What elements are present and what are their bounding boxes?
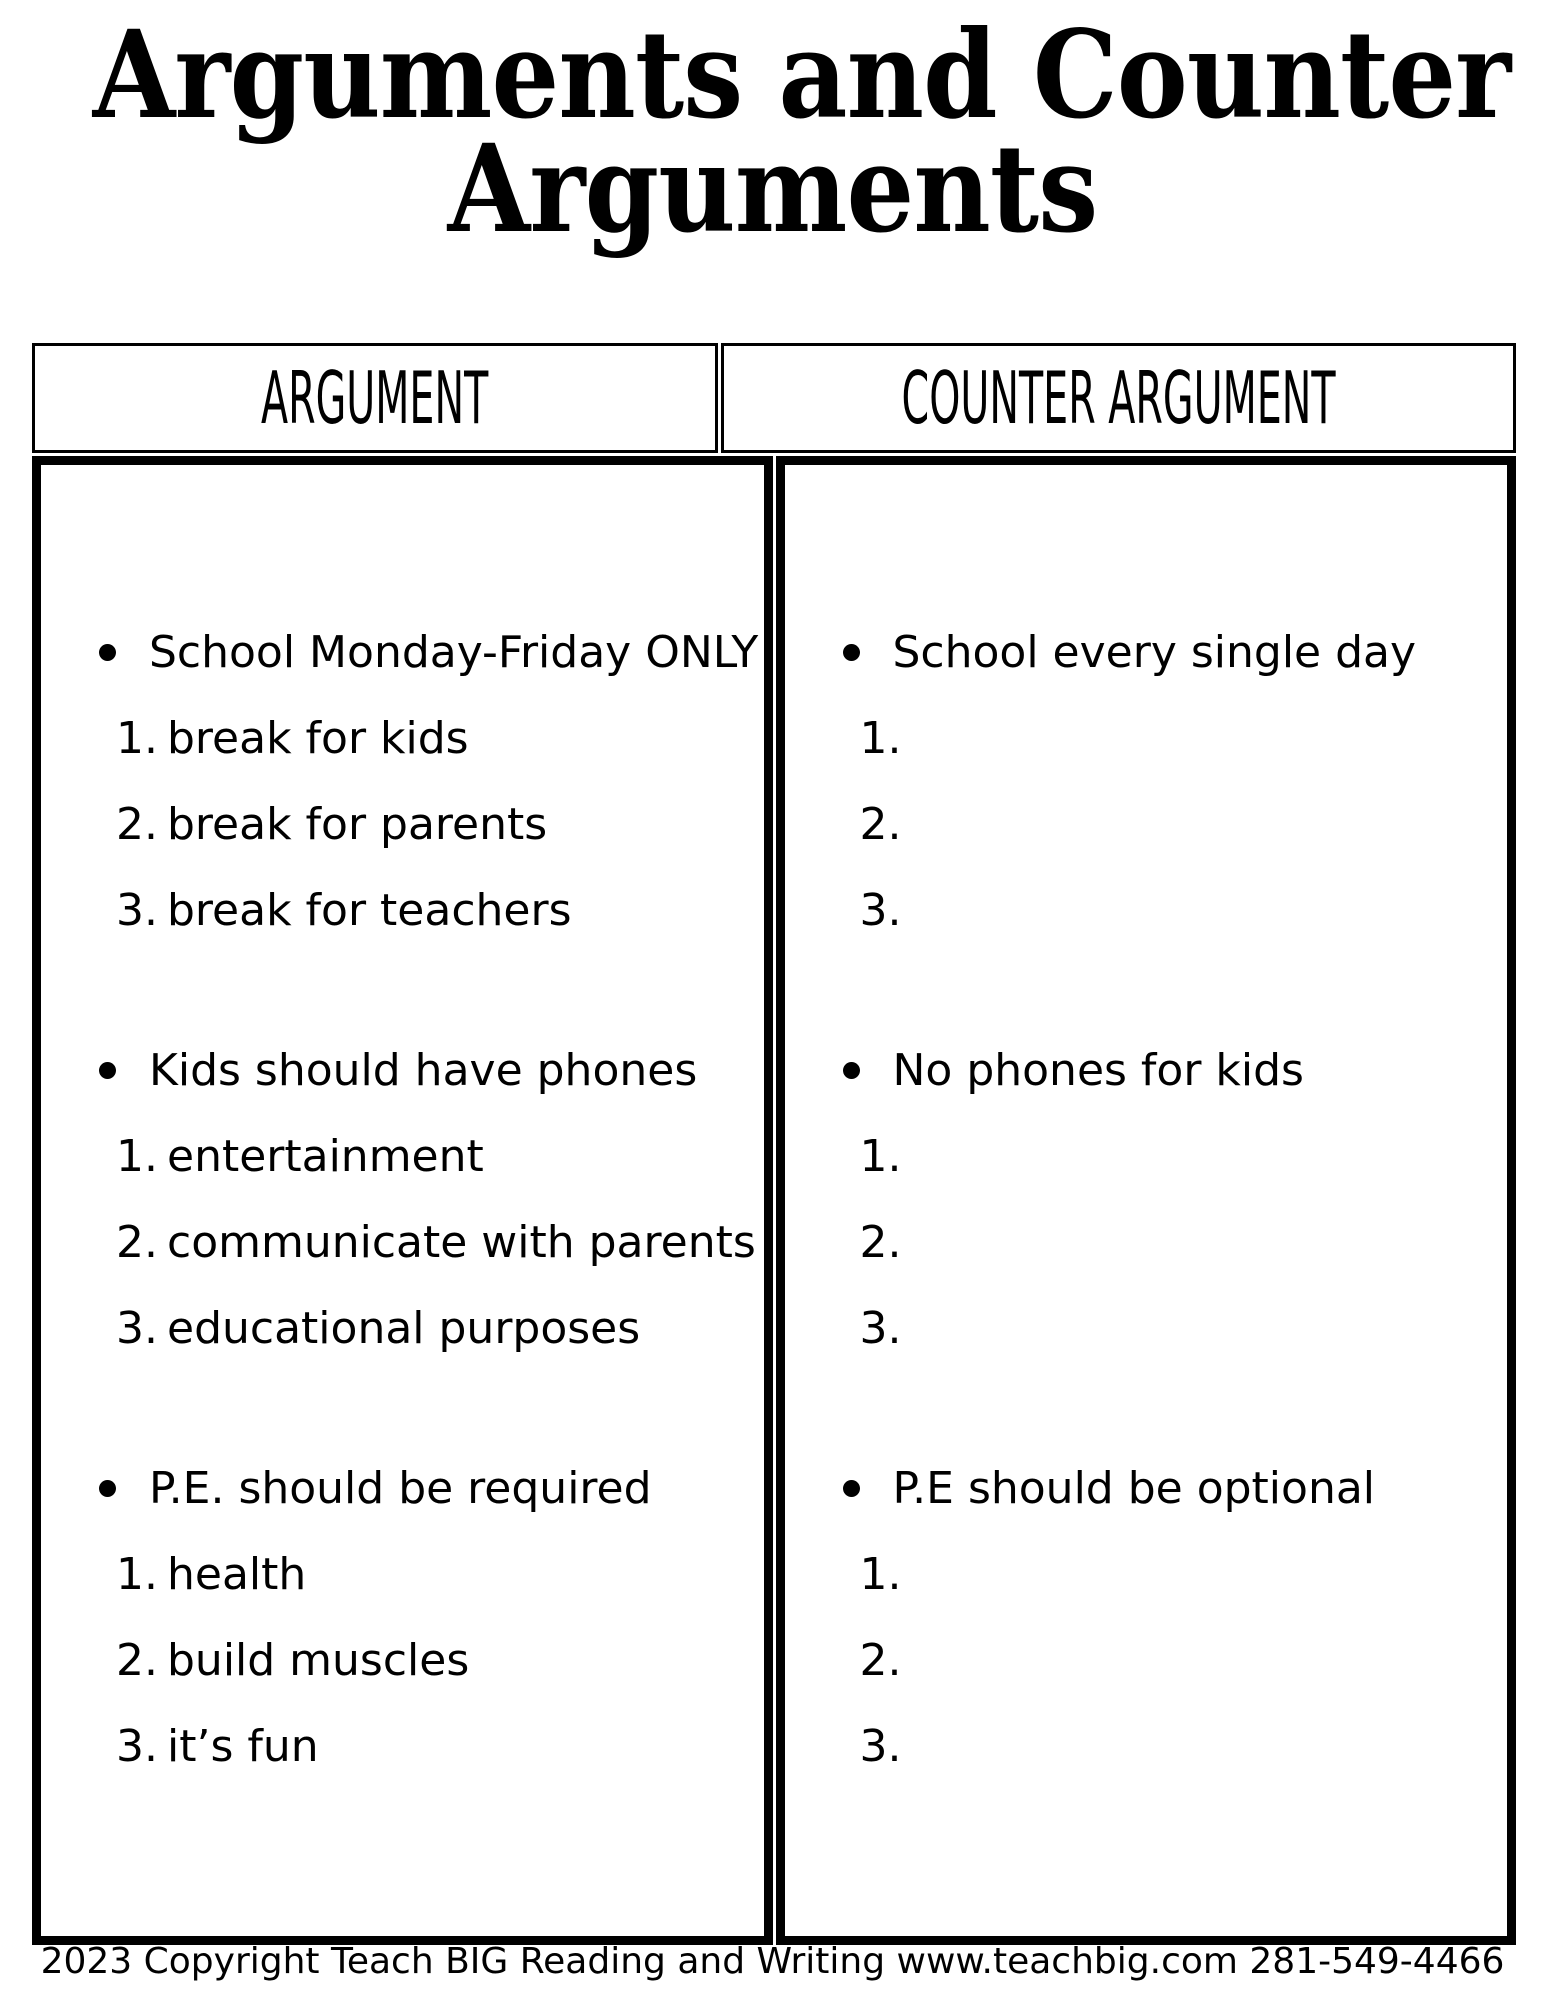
numbered-line [41, 1285, 764, 1371]
numbered-line [41, 1531, 764, 1617]
item-number: 1. [116, 1548, 158, 1600]
item-text: educational purposes [167, 1302, 641, 1354]
item-number: 1. [116, 1130, 158, 1182]
numbered-line-blank [785, 1617, 1508, 1703]
counter-block-school [785, 609, 1508, 953]
bullet-icon [99, 1480, 116, 1497]
numbered-line [41, 695, 764, 781]
item-number: 2. [116, 1216, 158, 1268]
counter-argument-column-header [721, 343, 1516, 453]
item-number: 3. [116, 1302, 158, 1354]
bullet-text: No phones for kids [892, 1044, 1304, 1096]
table-body-row [32, 456, 1516, 1945]
numbered-line-blank [785, 1199, 1508, 1285]
argument-column-cell [32, 456, 773, 1945]
item-number: 2. [859, 1634, 902, 1686]
bullet-text: P.E. should be required [149, 1462, 652, 1514]
bullet-icon [99, 644, 116, 661]
bullet-text: P.E should be optional [892, 1462, 1376, 1514]
page-title [92, 3, 1511, 260]
table-header-row [32, 343, 1516, 453]
item-text: break for kids [167, 712, 469, 764]
item-number: 1. [859, 1548, 902, 1600]
bullet-line [785, 609, 1508, 695]
argument-block-school [41, 609, 764, 953]
bullet-line [41, 1445, 764, 1531]
item-text: break for teachers [167, 884, 572, 936]
item-number: 3. [859, 1302, 902, 1354]
item-text: break for parents [167, 798, 548, 850]
argument-block-pe [41, 1445, 764, 1789]
numbered-line [41, 1199, 764, 1285]
numbered-line-blank [785, 781, 1508, 867]
numbered-line-blank [785, 1531, 1508, 1617]
page-title-line-2: Arguments [447, 117, 1098, 260]
bullet-line [41, 1027, 764, 1113]
numbered-line [41, 867, 764, 953]
page-title-line-1: Arguments and Counter [92, 3, 1511, 146]
item-number: 1. [859, 1130, 902, 1182]
bullet-icon [99, 1062, 116, 1079]
counter-argument-column-header-label: COUNTER ARGUMENT [901, 356, 1336, 440]
bullet-icon [843, 1062, 860, 1079]
copyright-footer: 2023 Copyright Teach BIG Reading and Writing www.teachbig.com 281-549-4466 [40, 1941, 1505, 1982]
bullet-line [785, 1445, 1508, 1531]
item-number: 3. [859, 884, 902, 936]
item-number: 2. [116, 798, 158, 850]
argument-column-header [32, 343, 718, 453]
bullet-icon [843, 1480, 860, 1497]
numbered-line-blank [785, 1113, 1508, 1199]
numbered-line-blank [785, 1703, 1508, 1789]
item-text: it’s fun [167, 1720, 319, 1772]
numbered-line [41, 1703, 764, 1789]
bullet-text: Kids should have phones [149, 1044, 698, 1096]
item-number: 1. [116, 712, 158, 764]
numbered-line-blank [785, 1285, 1508, 1371]
counter-block-phones [785, 1027, 1508, 1371]
bullet-icon [843, 644, 860, 661]
item-number: 3. [859, 1720, 902, 1772]
item-number: 2. [116, 1634, 158, 1686]
item-number: 1. [859, 712, 902, 764]
argument-block-phones [41, 1027, 764, 1371]
item-number: 3. [116, 884, 158, 936]
bullet-line [41, 609, 764, 695]
numbered-line [41, 1617, 764, 1703]
numbered-line [41, 1113, 764, 1199]
bullet-line [785, 1027, 1508, 1113]
item-text: communicate with parents [167, 1216, 756, 1268]
bullet-text: School every single day [892, 626, 1417, 678]
argument-table [32, 343, 1516, 1945]
numbered-line [41, 781, 764, 867]
item-number: 2. [859, 1216, 902, 1268]
item-number: 3. [116, 1720, 158, 1772]
numbered-line-blank [785, 695, 1508, 781]
item-text: entertainment [167, 1130, 484, 1182]
item-number: 2. [859, 798, 902, 850]
bullet-text: School Monday-Friday ONLY [149, 626, 759, 678]
numbered-line-blank [785, 867, 1508, 953]
argument-column-header-label: ARGUMENT [261, 356, 489, 440]
counter-argument-column-cell [776, 456, 1517, 1945]
counter-block-pe [785, 1445, 1508, 1789]
item-text: health [167, 1548, 307, 1600]
item-text: build muscles [167, 1634, 470, 1686]
